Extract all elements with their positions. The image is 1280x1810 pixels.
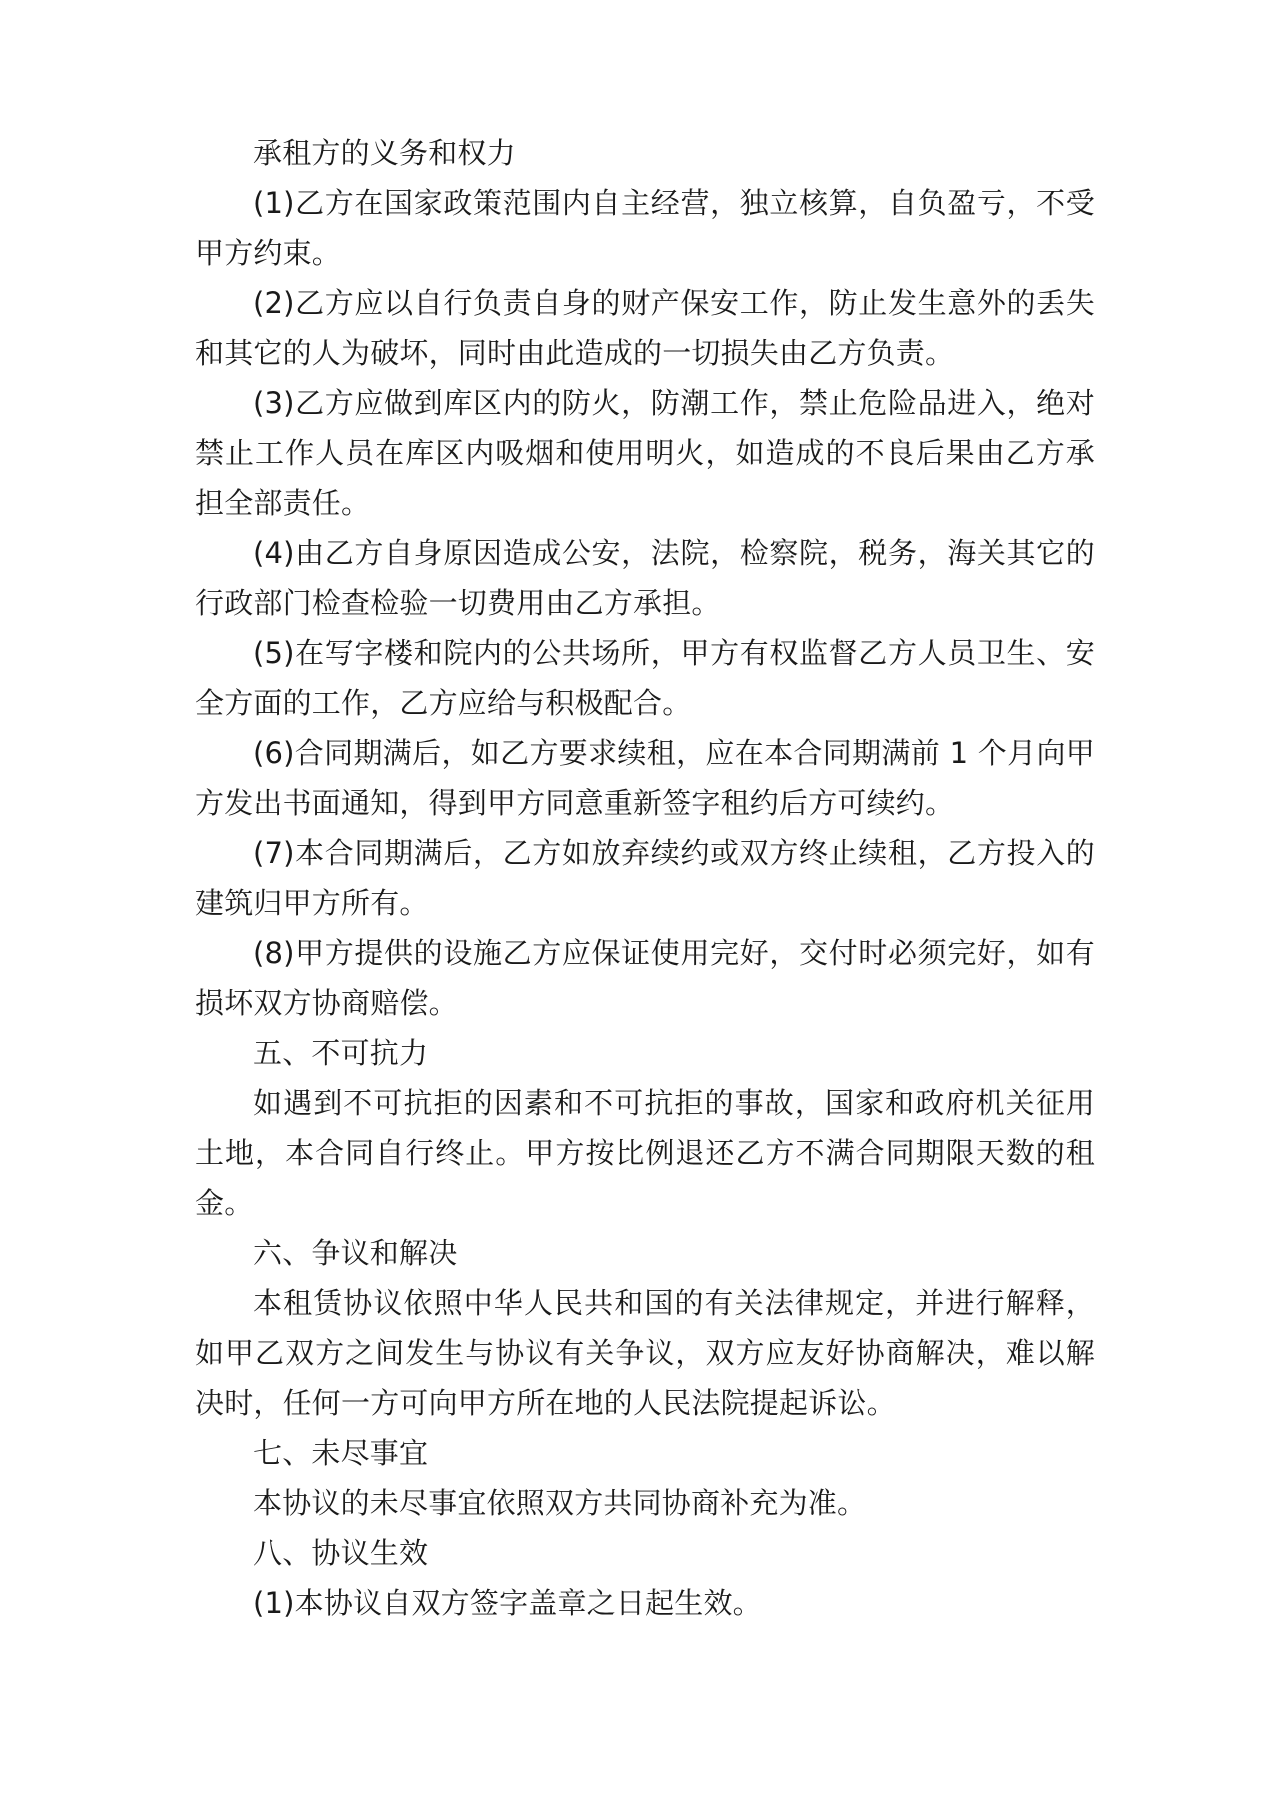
clause-3: (3)乙方应做到库区内的防火，防潮工作，禁止危险品进入，绝对禁止工作人员在库区内吸烟和使用明火，如造成的不良后果由乙方承担全部责任。 <box>195 386 1095 520</box>
section-heading-effectiveness: 八、协议生效 <box>253 1536 429 1570</box>
disputes-text: 本租赁协议依照中华人民共和国的有关法律规定，并进行解释，如甲乙双方之间发生与协议有关争议，双方应友好协商解决，难以解决时，任何一方可向甲方所在地的人民法院提起诉讼。 <box>195 1286 1095 1420</box>
section-heading-lessee-duties: 承租方的义务和权力 <box>253 136 516 170</box>
clause-8: (8)甲方提供的设施乙方应保证使用完好，交付时必须完好，如有损坏双方协商赔偿。 <box>195 936 1095 1020</box>
clause-1: (1)乙方在国家政策范围内自主经营，独立核算，自负盈亏，不受甲方约束。 <box>195 186 1095 270</box>
clause-2: (2)乙方应以自行负责自身的财产保安工作，防止发生意外的丢失和其它的人为破坏，同时由此造成的一切损失由乙方负责。 <box>195 286 1095 370</box>
section-heading-disputes: 六、争议和解决 <box>253 1236 458 1270</box>
clause-6: (6)合同期满后，如乙方要求续租，应在本合同期满前 1 个月向甲方发出书面通知，得到甲方同意重新签字租约后方可续约。 <box>195 736 1095 820</box>
section-heading-force-majeure: 五、不可抗力 <box>253 1036 429 1070</box>
force-majeure-text: 如遇到不可抗拒的因素和不可抗拒的事故，国家和政府机关征用土地，本合同自行终止。甲方按比例退还乙方不满合同期限天数的租金。 <box>195 1086 1095 1220</box>
other-matters-text: 本协议的未尽事宜依照双方共同协商补充为准。 <box>253 1486 867 1520</box>
clause-4: (4)由乙方自身原因造成公安，法院，检察院，税务，海关其它的行政部门检查检验一切费用由乙方承担。 <box>195 536 1095 620</box>
effectiveness-clause-1: (1)本协议自双方签字盖章之日起生效。 <box>253 1586 762 1620</box>
clause-7: (7)本合同期满后，乙方如放弃续约或双方终止续租，乙方投入的建筑归甲方所有。 <box>195 836 1095 920</box>
clause-5: (5)在写字楼和院内的公共场所，甲方有权监督乙方人员卫生、安全方面的工作，乙方应给与积极配合。 <box>195 636 1095 720</box>
section-heading-other-matters: 七、未尽事宜 <box>253 1436 429 1470</box>
document-body <box>195 128 1095 1628</box>
